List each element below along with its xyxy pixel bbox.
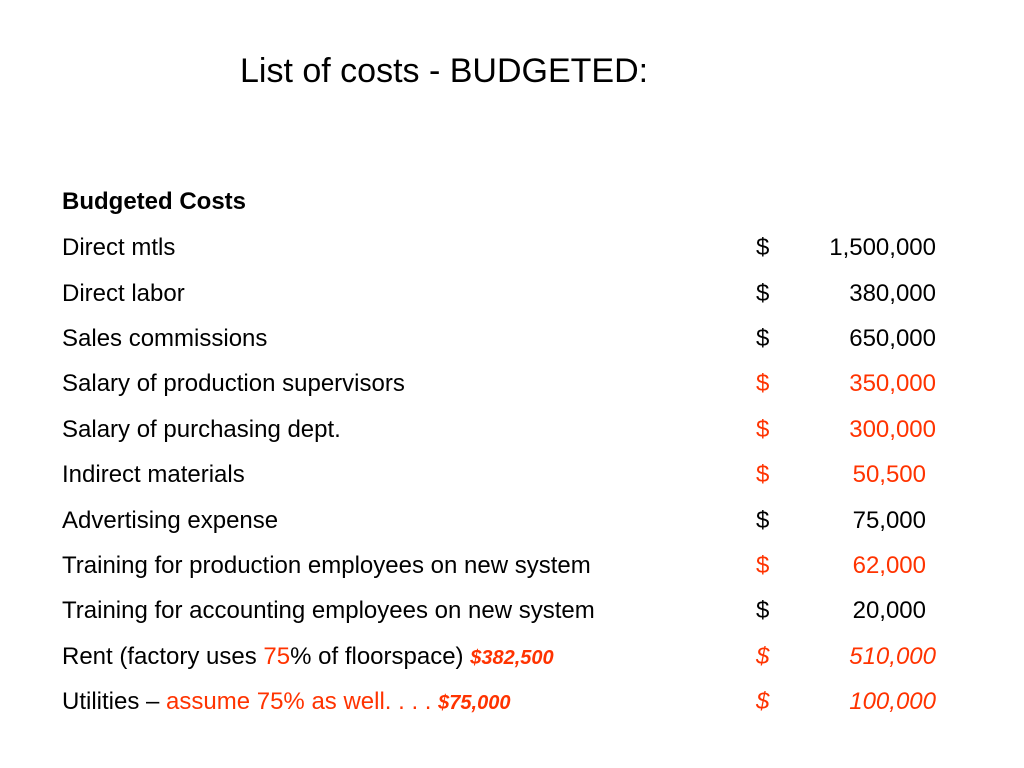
cost-row-indirect-materials bbox=[62, 461, 962, 495]
rent-label-start: Rent (factory uses bbox=[62, 643, 264, 670]
rent-percent: 75 bbox=[263, 643, 291, 670]
currency-symbol: $ bbox=[756, 325, 770, 352]
cost-label bbox=[62, 643, 554, 671]
cost-row-direct-labor bbox=[62, 280, 962, 314]
cost-amount: 650,000 bbox=[849, 325, 936, 352]
cost-label: Advertising expense bbox=[62, 507, 279, 534]
rent-allocated-amount: $382,500 bbox=[470, 647, 554, 669]
cost-label: Indirect materials bbox=[62, 461, 245, 488]
utilities-allocated-amount: $75,000 bbox=[438, 692, 511, 714]
section-heading: Budgeted Costs bbox=[62, 188, 247, 215]
utilities-label-start: Utilities – bbox=[62, 688, 167, 715]
cost-label: Direct labor bbox=[62, 280, 185, 307]
slide-title: List of costs - BUDGETED: bbox=[240, 52, 649, 90]
rent-label-end: % of floorspace) bbox=[290, 643, 471, 670]
cost-label: Sales commissions bbox=[62, 325, 268, 352]
cost-amount: 62,000 bbox=[852, 552, 926, 579]
cost-amount: 300,000 bbox=[849, 416, 936, 443]
cost-row-training-production bbox=[62, 552, 962, 586]
currency-symbol: $ bbox=[756, 688, 770, 715]
cost-amount: 100,000 bbox=[849, 688, 936, 715]
currency-symbol: $ bbox=[756, 552, 770, 579]
cost-label: Training for production employees on new system bbox=[62, 552, 591, 579]
currency-symbol: $ bbox=[756, 416, 770, 443]
utilities-note: assume 75% as well. . . . bbox=[166, 688, 439, 715]
currency-symbol: $ bbox=[756, 597, 770, 624]
currency-symbol: $ bbox=[756, 280, 770, 307]
cost-row-rent bbox=[62, 643, 962, 677]
currency-symbol: $ bbox=[756, 370, 770, 397]
cost-amount: 350,000 bbox=[849, 370, 936, 397]
cost-row-production-supervisors bbox=[62, 370, 962, 404]
cost-label: Direct mtls bbox=[62, 234, 176, 261]
cost-amount: 50,500 bbox=[852, 461, 926, 488]
currency-symbol: $ bbox=[756, 234, 770, 261]
cost-row-sales-commissions bbox=[62, 325, 962, 359]
currency-symbol: $ bbox=[756, 507, 770, 534]
currency-symbol: $ bbox=[756, 643, 770, 670]
cost-row-advertising bbox=[62, 507, 962, 541]
cost-row-utilities bbox=[62, 688, 962, 722]
cost-label: Salary of purchasing dept. bbox=[62, 416, 341, 443]
currency-symbol: $ bbox=[756, 461, 770, 488]
cost-amount: 380,000 bbox=[849, 280, 936, 307]
cost-amount: 1,500,000 bbox=[829, 234, 936, 261]
cost-amount: 510,000 bbox=[849, 643, 936, 670]
cost-row-purchasing-dept bbox=[62, 416, 962, 450]
cost-label bbox=[62, 688, 510, 716]
cost-label: Training for accounting employees on new system bbox=[62, 597, 595, 624]
cost-amount: 75,000 bbox=[852, 507, 926, 534]
cost-row-training-accounting bbox=[62, 597, 962, 631]
cost-label: Salary of production supervisors bbox=[62, 370, 405, 397]
cost-amount: 20,000 bbox=[852, 597, 926, 624]
cost-row-direct-mtls bbox=[62, 234, 962, 268]
